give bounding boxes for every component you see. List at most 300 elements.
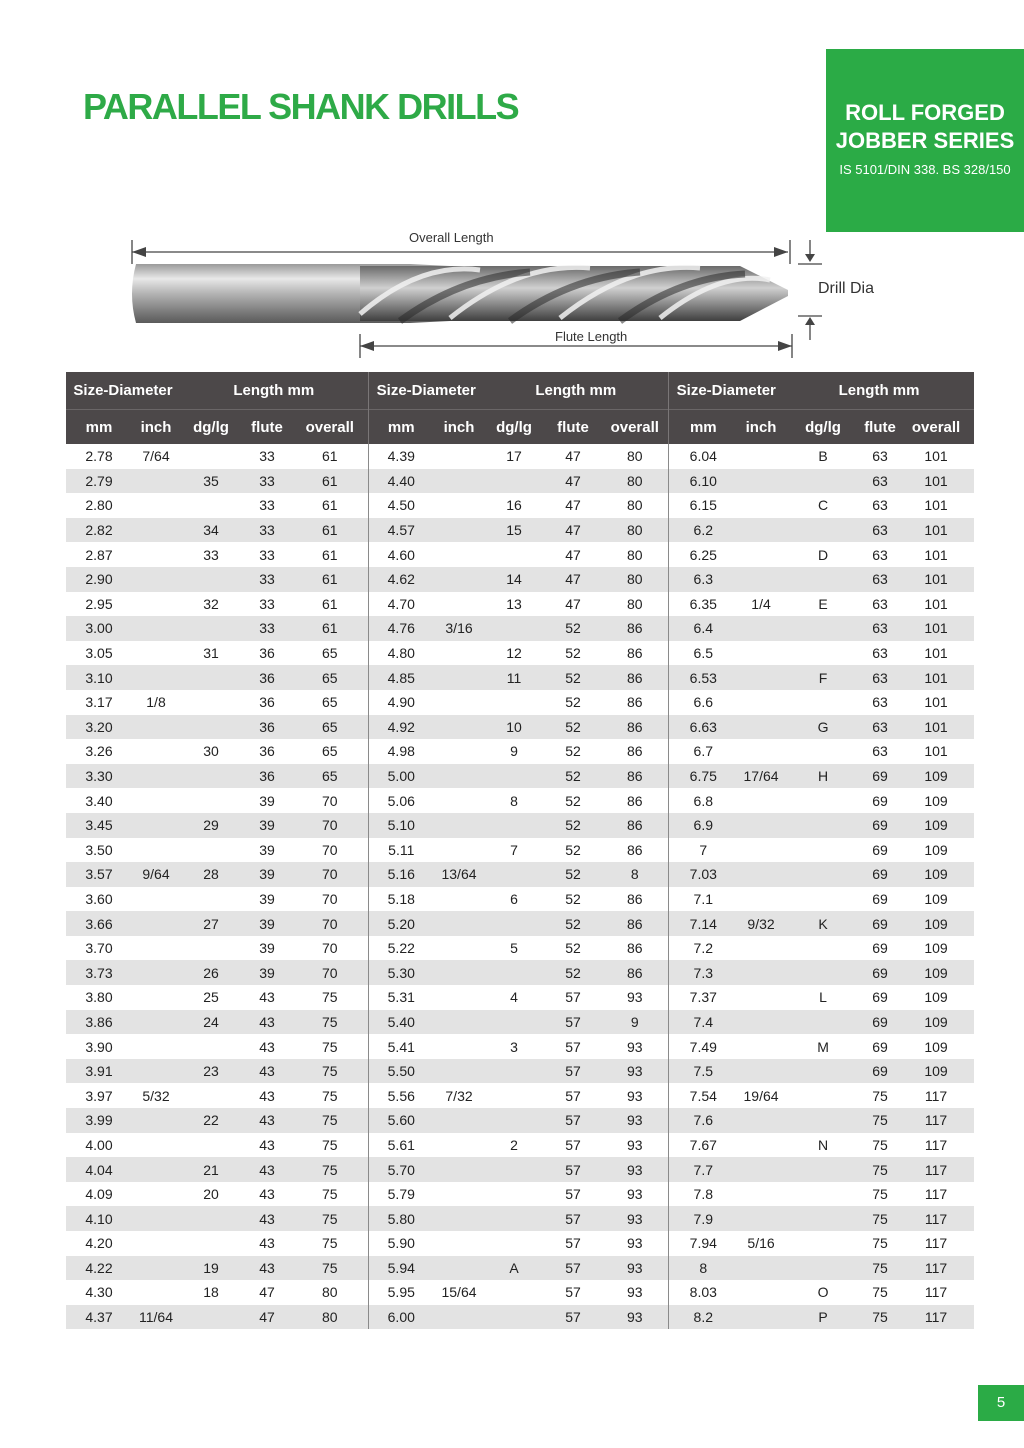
table-cell: L	[819, 989, 827, 1006]
table-cell	[738, 469, 784, 494]
table-cell: 75	[872, 1235, 888, 1252]
table-cell: 80	[602, 518, 668, 543]
table-cell: 7	[510, 841, 518, 858]
table-cell	[784, 1231, 862, 1256]
table-cell: 52	[544, 665, 602, 690]
table-cell: F	[784, 665, 862, 690]
column-header: overall	[292, 410, 368, 445]
table-cell	[784, 616, 862, 641]
table-cell: 70	[321, 940, 338, 957]
table-cell: 34	[180, 518, 242, 543]
table-cell: 75	[321, 1038, 338, 1055]
table-cell: 63	[872, 448, 888, 465]
table-cell	[784, 1182, 862, 1207]
table-cell: 86	[602, 764, 668, 789]
table-row	[66, 936, 974, 961]
table-cell: 36	[259, 743, 275, 760]
table-cell	[132, 838, 180, 863]
table-cell	[484, 1305, 544, 1330]
table-cell: 80	[292, 1305, 368, 1330]
table-cell: 47	[544, 518, 602, 543]
table-cell	[484, 1206, 544, 1231]
table-row	[66, 1182, 974, 1207]
table-cell	[180, 444, 242, 469]
table-cell: E	[818, 595, 828, 612]
table-cell: 86	[626, 940, 643, 957]
table-cell: 57	[565, 1087, 581, 1104]
table-cell: 4.62	[368, 567, 434, 592]
table-cell: D	[817, 546, 829, 563]
table-cell	[738, 985, 784, 1010]
table-cell: 3.20	[66, 715, 132, 740]
table-cell: 36	[242, 764, 292, 789]
table-cell: 75	[321, 1136, 338, 1153]
group-header: Size-Diameter	[66, 372, 180, 410]
table-cell: 75	[862, 1108, 898, 1133]
table-cell: 16	[506, 497, 522, 514]
table-cell: 6.7	[668, 739, 738, 764]
table-cell: 3.40	[85, 792, 113, 809]
table-cell	[738, 567, 784, 592]
table-cell: 2.79	[66, 469, 132, 494]
table-cell	[434, 813, 484, 838]
table-cell	[484, 764, 544, 789]
table-cell: 69	[872, 792, 888, 809]
table-cell: B	[818, 448, 828, 465]
table-cell: 4.90	[368, 690, 434, 715]
group-header: Length mm	[484, 372, 668, 410]
table-cell: 8	[668, 1256, 738, 1281]
table-row	[66, 838, 974, 863]
table-cell: 33	[259, 448, 275, 465]
table-row	[66, 616, 974, 641]
table-cell: 52	[565, 743, 581, 760]
table-cell: 4	[510, 989, 518, 1006]
table-cell: 39	[259, 841, 275, 858]
table-cell: 43	[242, 1206, 292, 1231]
table-cell	[132, 1157, 180, 1182]
table-cell: 75	[292, 1157, 368, 1182]
table-cell: 5.20	[368, 911, 434, 936]
table-cell	[180, 936, 242, 961]
table-cell	[180, 715, 242, 740]
drill-dia-label: Drill Dia	[818, 280, 874, 297]
table-cell: 6.00	[368, 1305, 434, 1330]
table-cell: 80	[602, 469, 668, 494]
table-cell: 7	[668, 838, 738, 863]
column-header: flute	[242, 410, 292, 445]
table-cell	[180, 1034, 242, 1059]
table-row	[66, 542, 974, 567]
table-cell: 47	[242, 1305, 292, 1330]
table-cell	[784, 813, 862, 838]
table-cell: 61	[321, 595, 338, 612]
table-cell	[434, 665, 484, 690]
table-cell: 57	[565, 1186, 581, 1203]
table-cell	[738, 1256, 784, 1281]
table-cell: 75	[321, 1235, 338, 1252]
table-cell: 70	[292, 862, 368, 887]
table-cell: 65	[321, 743, 338, 760]
table-cell: 43	[259, 1136, 275, 1153]
table-cell: 75	[321, 989, 338, 1006]
table-cell: 2.87	[85, 546, 113, 563]
table-cell: 86	[602, 813, 668, 838]
table-cell: 33	[242, 469, 292, 494]
table-cell: 6.53	[668, 665, 738, 690]
table-cell: 7.1	[668, 887, 738, 912]
table-cell: 43	[259, 989, 275, 1006]
column-header: mm	[668, 410, 738, 445]
table-cell: 80	[602, 567, 668, 592]
table-row	[66, 690, 974, 715]
table-cell: 93	[626, 1235, 643, 1252]
table-cell	[434, 1231, 484, 1256]
table-cell: 57	[544, 1305, 602, 1330]
table-cell: 75	[292, 1206, 368, 1231]
table-cell	[132, 1256, 180, 1281]
table-cell	[434, 887, 484, 912]
table-cell: 4.40	[368, 469, 434, 494]
table-cell: 15	[484, 518, 544, 543]
table-cell: 109	[924, 841, 948, 858]
table-cell: 4.92	[368, 715, 434, 740]
table-cell	[484, 1280, 544, 1305]
table-cell: 52	[544, 960, 602, 985]
table-cell: 63	[872, 694, 888, 711]
table-cell: 69	[862, 911, 898, 936]
table-cell: 69	[872, 940, 888, 957]
table-cell: 24	[180, 1010, 242, 1035]
table-cell: 101	[924, 743, 948, 760]
table-cell: P	[784, 1305, 862, 1330]
table-cell: 3.26	[85, 743, 113, 760]
table-cell: 3.99	[66, 1108, 132, 1133]
table-cell: 101	[898, 616, 974, 641]
table-cell: 9	[510, 743, 518, 760]
group-header: Size-Diameter	[668, 372, 784, 410]
table-cell	[738, 1305, 784, 1330]
table-cell: 7.14	[668, 911, 738, 936]
table-row	[66, 444, 974, 469]
table-cell	[434, 1108, 484, 1133]
table-cell	[434, 1059, 484, 1084]
table-cell: 11/64	[132, 1305, 180, 1330]
table-cell: 33	[242, 518, 292, 543]
table-cell	[180, 493, 242, 518]
table-cell	[132, 1010, 180, 1035]
table-cell: 4.09	[85, 1186, 113, 1203]
table-cell: 109	[898, 764, 974, 789]
table-cell: 4.80	[368, 641, 434, 666]
table-cell: 52	[544, 862, 602, 887]
table-cell: 7.4	[668, 1010, 738, 1035]
table-cell	[180, 665, 242, 690]
table-row	[66, 1305, 974, 1330]
series-badge	[826, 49, 1024, 232]
table-cell: 17/64	[738, 764, 784, 789]
table-row	[66, 1157, 974, 1182]
table-row	[66, 887, 974, 912]
table-cell: 117	[924, 1235, 948, 1252]
table-cell: 93	[626, 1284, 643, 1301]
table-cell: 63	[872, 743, 888, 760]
table-row	[66, 813, 974, 838]
table-cell: 75	[321, 1087, 338, 1104]
table-cell: 57	[565, 1136, 581, 1153]
table-cell	[738, 444, 784, 469]
table-cell	[132, 592, 180, 617]
table-cell: 93	[602, 1059, 668, 1084]
table-cell	[784, 690, 862, 715]
table-cell: 4.39	[368, 444, 434, 469]
table-cell: 117	[924, 1136, 948, 1153]
table-cell	[738, 1182, 784, 1207]
table-cell	[738, 1206, 784, 1231]
table-cell	[784, 862, 862, 887]
table-cell	[784, 641, 862, 666]
table-cell	[434, 1182, 484, 1207]
table-cell	[484, 469, 544, 494]
table-row	[66, 665, 974, 690]
table-cell: 75	[321, 1186, 338, 1203]
table-cell: 101	[924, 645, 948, 662]
table-cell: 86	[626, 841, 643, 858]
table-cell	[784, 1157, 862, 1182]
table-cell: 4.50	[368, 493, 434, 518]
table-cell	[484, 1010, 544, 1035]
table-cell: 101	[898, 567, 974, 592]
table-cell	[132, 1280, 180, 1305]
table-cell: A	[484, 1256, 544, 1281]
table-cell: 5.80	[368, 1206, 434, 1231]
table-cell	[738, 887, 784, 912]
table-cell: 4.22	[66, 1256, 132, 1281]
table-cell	[484, 690, 544, 715]
table-cell: 7.94	[668, 1231, 738, 1256]
table-cell: 43	[242, 1108, 292, 1133]
table-cell	[434, 1034, 484, 1059]
table-cell	[434, 936, 484, 961]
table-cell	[434, 764, 484, 789]
column-header: flute	[544, 410, 602, 445]
column-header: overall	[898, 410, 974, 445]
table-row	[66, 960, 974, 985]
table-row	[66, 1010, 974, 1035]
table-cell	[132, 1034, 180, 1059]
table-cell: 39	[242, 960, 292, 985]
table-cell: 3.10	[66, 665, 132, 690]
table-cell: 3.90	[85, 1038, 113, 1055]
table-cell: 70	[292, 960, 368, 985]
table-cell	[434, 838, 484, 863]
table-cell: 1/8	[146, 694, 166, 711]
table-cell: 93	[602, 1305, 668, 1330]
table-cell: 4.98	[368, 739, 434, 764]
table-cell: 39	[242, 813, 292, 838]
table-cell: 43	[242, 1256, 292, 1281]
table-cell: 5.90	[368, 1231, 434, 1256]
table-cell	[132, 764, 180, 789]
table-cell: 47	[565, 497, 581, 514]
table-cell	[784, 1206, 862, 1231]
table-cell	[484, 1059, 544, 1084]
table-cell	[738, 813, 784, 838]
table-cell: 3.30	[66, 764, 132, 789]
table-cell: 109	[898, 813, 974, 838]
table-cell	[784, 567, 862, 592]
table-cell	[434, 1010, 484, 1035]
table-cell: 75	[292, 1108, 368, 1133]
table-cell: 61	[292, 616, 368, 641]
table-cell: 69	[862, 1010, 898, 1035]
table-cell	[784, 1256, 862, 1281]
table-cell: 9	[602, 1010, 668, 1035]
table-cell: 47	[565, 595, 581, 612]
table-cell: 7.7	[668, 1157, 738, 1182]
table-cell	[434, 469, 484, 494]
table-cell: 18	[203, 1284, 219, 1301]
table-cell: 65	[292, 764, 368, 789]
table-cell	[132, 641, 180, 666]
drill-illustration	[120, 222, 900, 362]
table-cell: 39	[259, 890, 275, 907]
table-cell: 61	[292, 518, 368, 543]
table-cell	[132, 1108, 180, 1133]
table-cell	[180, 788, 242, 813]
table-row	[66, 911, 974, 936]
table-row	[66, 764, 974, 789]
group-header: Length mm	[180, 372, 368, 410]
table-cell: 5.18	[368, 887, 434, 912]
table-cell: 39	[242, 911, 292, 936]
table-cell: 86	[602, 665, 668, 690]
table-cell: 65	[292, 715, 368, 740]
table-cell	[784, 1059, 862, 1084]
table-cell: 70	[292, 813, 368, 838]
table-cell: 93	[626, 989, 643, 1006]
table-cell: 21	[180, 1157, 242, 1182]
table-cell: 63	[862, 715, 898, 740]
table-cell: 75	[862, 1256, 898, 1281]
table-cell: 13	[506, 595, 522, 612]
table-cell: 61	[292, 469, 368, 494]
table-cell: 65	[292, 665, 368, 690]
table-cell	[434, 567, 484, 592]
table-cell: 52	[565, 890, 581, 907]
table-cell: 101	[924, 595, 948, 612]
table-cell	[180, 690, 242, 715]
table-cell: 12	[506, 645, 522, 662]
table-cell: 52	[544, 813, 602, 838]
column-header: inch	[738, 410, 784, 445]
table-cell: 47	[544, 469, 602, 494]
column-header-row	[66, 410, 974, 445]
table-cell	[484, 1157, 544, 1182]
table-cell	[132, 518, 180, 543]
table-cell: 2.90	[66, 567, 132, 592]
table-cell: 8.2	[668, 1305, 738, 1330]
table-cell: 3.50	[85, 841, 113, 858]
table-cell: 69	[862, 764, 898, 789]
table-row	[66, 1280, 974, 1305]
table-cell: 5.31	[368, 985, 434, 1010]
table-cell	[434, 690, 484, 715]
table-cell: 86	[626, 645, 643, 662]
table-cell: 57	[544, 1108, 602, 1133]
table-cell: 6.2	[668, 518, 738, 543]
table-cell: 9/32	[738, 911, 784, 936]
table-cell	[180, 764, 242, 789]
table-cell: 63	[862, 469, 898, 494]
table-cell	[784, 469, 862, 494]
table-cell: 93	[602, 1256, 668, 1281]
table-cell: 75	[872, 1087, 888, 1104]
table-cell	[484, 1231, 544, 1256]
table-cell: 6.6	[668, 690, 738, 715]
table-cell	[132, 788, 180, 813]
table-cell: 5/16	[747, 1235, 775, 1252]
table-cell: 33	[242, 567, 292, 592]
table-cell: 86	[602, 715, 668, 740]
table-cell: 2.82	[66, 518, 132, 543]
table-cell: 69	[862, 813, 898, 838]
table-cell: 28	[180, 862, 242, 887]
table-cell: 5.41	[368, 1034, 434, 1059]
table-cell: 7.67	[668, 1133, 738, 1158]
table-row	[66, 1206, 974, 1231]
table-cell	[738, 960, 784, 985]
table-cell: 3.73	[66, 960, 132, 985]
table-cell	[132, 936, 180, 961]
table-cell: 117	[924, 1284, 948, 1301]
table-cell: 75	[292, 1256, 368, 1281]
table-cell: 52	[565, 792, 581, 809]
table-cell: 6.5	[668, 641, 738, 666]
table-cell: H	[784, 764, 862, 789]
table-cell: 75	[872, 1186, 888, 1203]
table-cell: 57	[565, 1235, 581, 1252]
table-cell: 93	[602, 1206, 668, 1231]
table-cell: 109	[898, 960, 974, 985]
table-cell	[132, 1059, 180, 1084]
table-cell: 61	[321, 497, 338, 514]
table-cell: 109	[898, 1010, 974, 1035]
table-cell: 4.20	[85, 1235, 113, 1252]
table-row	[66, 493, 974, 518]
table-cell: 43	[259, 1038, 275, 1055]
table-cell: 109	[898, 1059, 974, 1084]
table-cell: 33	[259, 546, 275, 563]
table-cell: 9/64	[132, 862, 180, 887]
table-cell	[434, 715, 484, 740]
table-cell: 117	[898, 1305, 974, 1330]
table-cell: 43	[259, 1235, 275, 1252]
table-cell: 80	[321, 1284, 338, 1301]
column-header: mm	[66, 410, 132, 445]
table-cell	[784, 788, 862, 813]
table-cell: M	[817, 1038, 829, 1055]
table-cell: 63	[872, 497, 888, 514]
table-cell: 75	[862, 1157, 898, 1182]
table-cell: 109	[924, 940, 948, 957]
table-row	[66, 985, 974, 1010]
table-row	[66, 1133, 974, 1158]
table-cell	[784, 1010, 862, 1035]
table-cell	[434, 1206, 484, 1231]
table-cell: 5.60	[368, 1108, 434, 1133]
table-cell: 43	[242, 1059, 292, 1084]
